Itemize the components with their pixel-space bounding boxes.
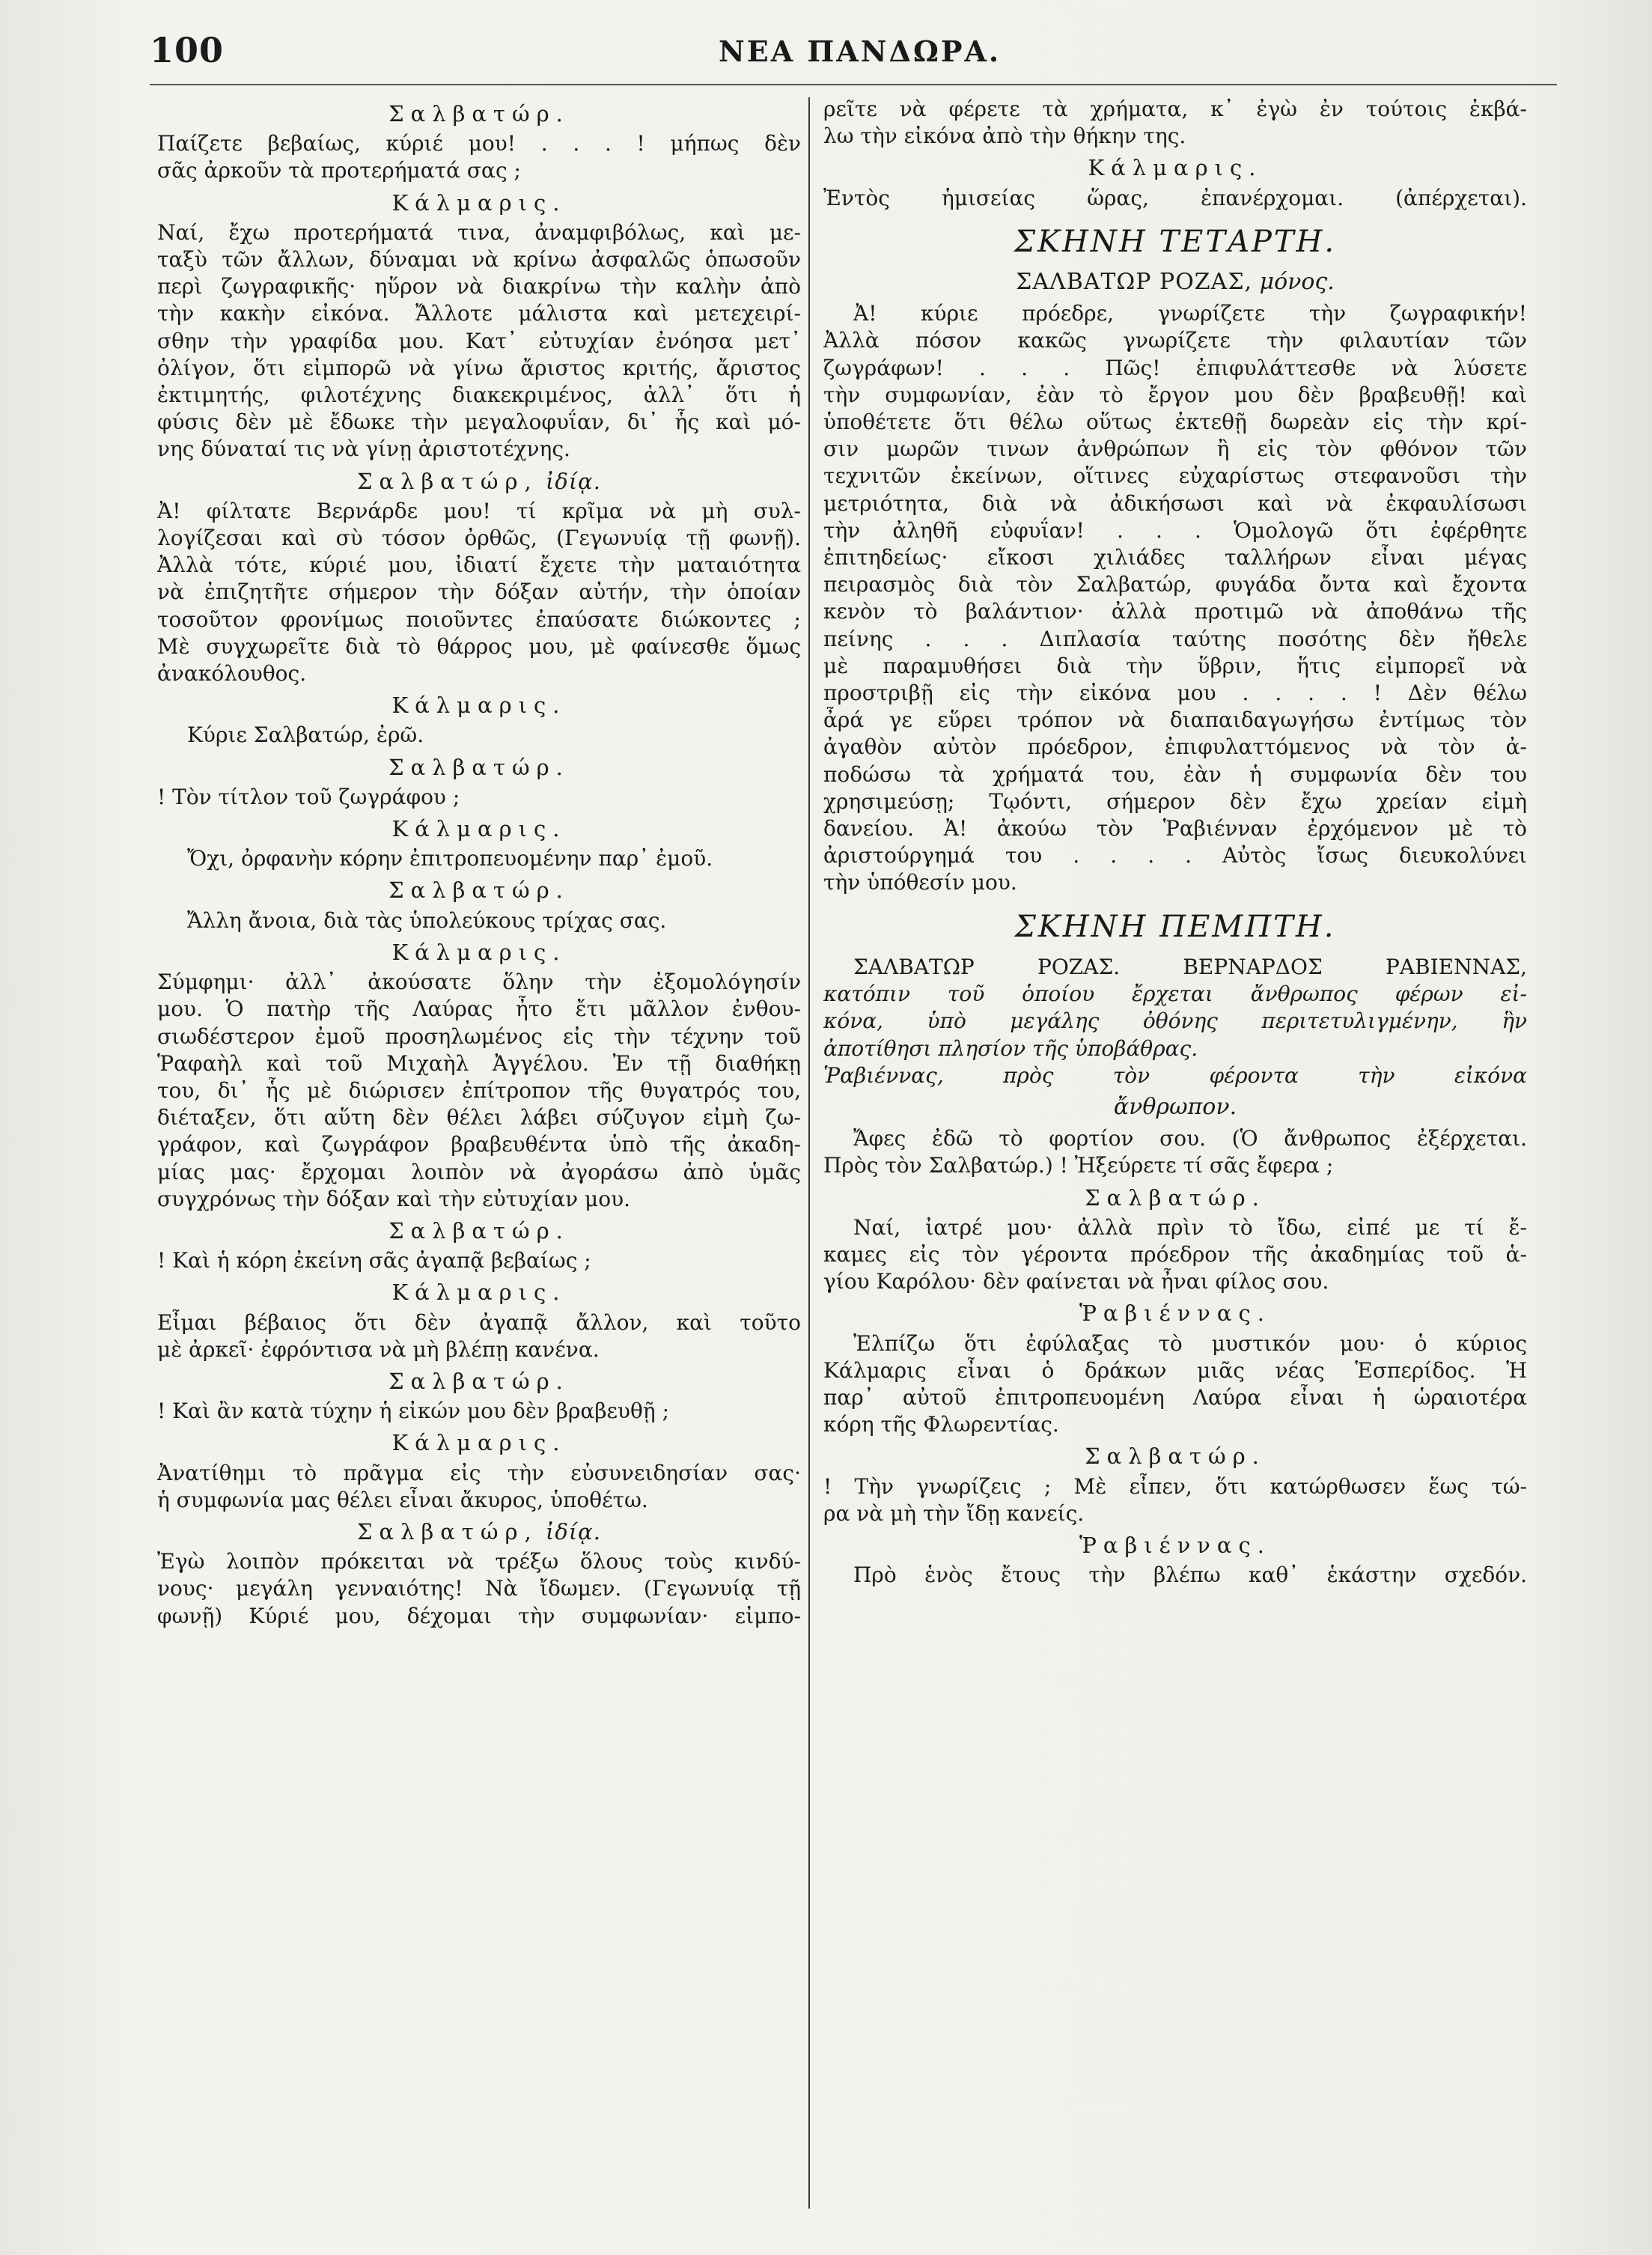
text-line: τοσοῦτον φρονίμως ποιοῦντες ἐπαύσατε διώκοντες ; [157,606,801,632]
text-line: ! Τὸν τίτλον τοῦ ζωγράφου ; [157,784,460,809]
text-line: Ἀ! φίλτατε Βερνάρδε μου! τί κρῖμα νὰ μὴ συλ- [157,498,801,523]
text-line: ! Καὶ ἂν κατὰ τύχην ἡ εἰκών μου δὲν βραβευθῇ ; [157,1399,670,1424]
text-line: ἀποτίθησι πλησίον τῆς ὑποβάθρας. [823,1035,1198,1061]
speaker-label: Σαλβατώρ, [356,1518,538,1545]
text-line: ὑποθέτετε ὅτι θέλω οὕτως ἐκτεθῇ δωρεὰν εἰς τὴν κρί- [823,410,1527,435]
text-line: τὴν συμφωνίαν, ἐὰν τὸ ἔργον μου δὲν βραβευθῇ! καὶ [823,382,1527,407]
page-header [150,30,1557,75]
speaker-label: Κάλμαρις. [391,189,567,216]
text-line: μίας μας· ἔρχομαι λοιπὸν νὰ ἀγοράσω ἀπὸ ὑμᾶς [157,1159,801,1184]
cast-line [823,269,1527,296]
text-line: περὶ ζωγραφικῆς· ηὕρον νὰ διακρίνω τὴν καλὴν ἀπὸ [157,274,801,299]
speaker-name [157,1429,801,1456]
text-line: νὰ ἐπιζητῆτε σήμερον τὴν δόξαν αὐτήν, τὴν ὁποίαν [157,579,801,605]
text-line: Ἐγὼ λοιπὸν πρόκειται νὰ τρέξω ὅλους τοὺς κινδύ- [157,1549,801,1574]
speaker-label: Σαλβατώρ, [356,468,538,494]
text-line: ἀνακόλουθος. [157,661,307,687]
text-line: νους· μεγάλη γενναιότης! Νὰ ἴδωμεν. (Γεγωνυίᾳ τῇ [157,1576,801,1601]
text-line: Ῥαφαὴλ καὶ τοῦ Μιχαὴλ Ἀγγέλου. Ἐν τῇ διαθήκῃ [157,1050,801,1076]
speaker-label: Κάλμαρις. [391,1279,567,1306]
text-line: ρα νὰ μὴ τὴν ἴδῃ κανείς. [823,1500,1085,1526]
text-line: κατόπιν τοῦ ὁποίου ἔρχεται ἄνθρωπος φέρων εἰ- [823,982,1527,1007]
text-line: Ὄχι, ὀρφανὴν κόρην ἐπιτροπευομένην παρ᾿ ἐμοῦ. [187,846,713,871]
speaker-name [823,1300,1527,1327]
text-line: κενὸν τὸ βαλάντιον· ἀλλὰ προτιμῶ νὰ ἀποθάνω τῆς [823,599,1527,624]
text-line: τὴν ἀληθῆ εὐφυΐαν! . . . Ὁμολογῶ ὅτι ἐφέρθητε [823,517,1527,543]
speaker-name [157,1279,801,1306]
text-line: λογίζεσαι καὶ σὺ τόσον ὀρθῶς, (Γεγωνυίᾳ τῇ φωνῇ). [157,526,801,551]
left-column [157,96,801,2245]
text-line: ἡ συμφωνία μας θέλει εἶναι ἄκυρος, ὑποθέτω. [157,1487,648,1512]
speaker-label: Σαλβατώρ. [1085,1184,1266,1211]
text-line: χρησιμεύσῃ; Τῳόντι, σήμερον δὲν ἔχω χρείαν εἰμὴ [823,788,1527,814]
text-line: πειρασμὸς διὰ τὸν Σαλβατώρ, φυγάδα ὄντα καὶ ἔχοντα [823,572,1527,597]
scene-title: ΣΚΗΝΗ ΠΕΜΠΤΗ. [1014,909,1336,944]
speaker-name [157,939,801,966]
stage-direction: ἰδίᾳ. [537,468,601,494]
speaker-label: Κάλμαρις. [391,693,567,719]
right-column [823,96,1527,2245]
text-line: Ἀλλὰ τότε, κύριέ μου, ἰδιατί ἔχετε τὴν ματαιότητα [157,553,801,578]
speaker-label: Σαλβατώρ. [388,754,570,780]
text-line: μου. Ὁ πατὴρ τῆς Λαύρας ἦτο ἔτι μᾶλλον ἐνθου- [157,996,801,1022]
text-line: γράφον, καὶ ζωγράφον βραβευθέντα ὑπὸ τῆς ἀκαδη- [157,1132,801,1157]
speaker-label: Ῥαβιέννας. [1079,1532,1271,1558]
speaker-name [823,1443,1527,1470]
text-line: Σύμφημι· ἀλλ᾿ ἀκούσατε ὅλην τὴν ἐξομολόγησίν [157,970,801,995]
text-line: σᾶς ἀρκοῦν τὰ προτερήματά σας ; [157,158,521,183]
text-line: συγχρόνως τὴν δόξαν καὶ τὴν εὐτυχίαν μου. [157,1186,631,1211]
text-line: σθην τὴν γραφίδα μου. Κατ᾿ εὐτυχίαν ἐνόησα μετ᾿ [157,328,801,353]
text-line: μετριότητα, διὰ νὰ ἀδικήσωσι καὶ νὰ ἐκφαυλίσωσι [823,490,1527,516]
text-line: Ναί, ἔχω προτερήματά τινα, ἀναμφιβόλως, καὶ με- [157,219,801,245]
text-line: Ἀ! κύριε πρόεδρε, γνωρίζετε τὴν ζωγραφικήν! [853,301,1527,326]
stage-direction: μόνος. [1252,269,1335,296]
text-line: ! Καὶ ἡ κόρη ἐκείνη σᾶς ἀγαπᾷ βεβαίως ; [157,1248,591,1273]
text-line: Εἶμαι βέβαιος ὅτι δὲν ἀγαπᾷ ἄλλον, καὶ τοῦτο [157,1309,801,1335]
text-line: νης δύναταί τις νὰ γίνῃ ἀριστοτέχνης. [157,436,570,462]
text-line: σιωδέστερον ἐμοῦ προσηλωμένος εἰς τὴν τέχνην τοῦ [157,1023,801,1049]
speaker-label: Σαλβατώρ. [388,1217,570,1244]
speaker-name [157,692,801,719]
text-line: φωνῇ) Κύριέ μου, δέχομαι τὴν συμφωνίαν· εἰμπο- [157,1603,801,1628]
text-line: ἐπιτηδείως· εἴκοσι χιλιάδες ταλλήρων εἶναι μέγας [823,545,1527,570]
speaker-name [157,815,801,842]
text-line: τεχνιτῶν ἐκείνων, οἵτινες εὐχαρίστως στεφανοῦσι τὴν [823,463,1527,489]
text-line: τὴν κακὴν εἰκόνα. Ἄλλοτε μάλιστα καὶ μετεχειρί- [157,301,801,326]
text-line: σιν μωρῶν τινων ἀνθρώπων ἢ εἰς τὸν φθόνον τῶν [823,436,1527,462]
text-line: ποδώσω τὰ χρήματά του, ἐὰν ἡ συμφωνία δὲν του [823,761,1527,787]
journal-title: ΝΕΑ ΠΑΝΔΩΡΑ. [719,34,1002,68]
text-line: ταξὺ τῶν ἄλλων, δύναμαι νὰ κρίνω ἀσφαλῶς ὁπωσοῦν [157,247,801,273]
speaker-name [157,1217,801,1244]
text-line: ΣΑΛΒΑΤΩΡ ΡΟΖΑΣ. ΒΕΡΝΑΡΔΟΣ ΡΑΒΙΕΝΝΑΣ, [853,954,1527,979]
header-rule [150,84,1557,85]
speaker-name [157,1518,801,1545]
text-line: ὀλίγον, ὅτι εἰμπορῶ νὰ γίνω ἄριστος κριτής, ἄριστος [157,355,801,380]
speaker-label: Σαλβατώρ. [1085,1443,1266,1470]
column-divider [808,97,810,2209]
speaker-name [823,1532,1527,1559]
speaker-name [157,468,801,495]
speaker-label: Σαλβατώρ. [388,877,570,904]
text-line: Ἐλπίζω ὅτι ἐφύλαξας τὸ μυστικόν μου· ὁ κύριος [853,1330,1527,1356]
text-line: δανείου. Ἀ! ἀκούω τὸν Ῥαβιένναν ἐρχόμενον μὲ τὸ [823,816,1527,842]
cast-names: ΣΑΛΒΑΤΩΡ ΡΟΖΑΣ, [1016,269,1253,296]
text-line: μὲ ἀρκεῖ· ἐφρόντισα νὰ μὴ βλέπῃ κανένα. [157,1336,600,1362]
speaker-name [823,1184,1527,1211]
text-line: ρεῖτε νὰ φέρετε τὰ χρήματα, κ᾿ ἐγὼ ἐν τούτοις ἐκβά- [823,97,1527,121]
speaker-label: Ῥαβιέννας. [1079,1300,1271,1327]
text-line: Ναί, ἰατρέ μου· ἀλλὰ πρὶν τὸ ἴδω, εἰπέ με τί ἔ- [853,1214,1527,1240]
text-line: ! Τὴν γνωρίζεις ; Μὲ εἶπεν, ὅτι κατώρθωσεν ἕως τώ- [823,1473,1527,1499]
speaker-name [157,100,801,127]
text-line: προστριβῇ εἰς τὴν εἰκόνα μου . . . . ! Δὲν θέλω [823,681,1527,706]
speaker-label: Κάλμαρις. [391,939,567,965]
text-line: Ἀνατίθημι τὸ πρᾶγμα εἰς τὴν εὐσυνειδησίαν σας· [157,1460,801,1485]
text-line: ἆρά γε εὕρει τρόπον νὰ διαπαιδαγωγήσω ἐντίμως τὸν [823,707,1527,733]
text-line: λω τὴν εἰκόνα ἀπὸ τὴν θήκην της. [823,124,1186,149]
text-line: ἀγαθὸν αὐτὸν πρόεδρον, ἐπιφυλαττόμενος νὰ τὸν ἀ- [823,734,1527,760]
speaker-name [157,877,801,904]
text-line: του, δι᾿ ἧς μὲ διώρισεν ἐπίτροπον τῆς θυγατρός του, [157,1077,801,1103]
speaker-name [823,154,1527,181]
text-line: Μὲ συγχωρεῖτε διὰ τὸ θάρρος μου, μὲ φαίνεσθε ὅμως [157,633,801,659]
text-line: Ἄλλη ἄνοια, διὰ τὰς ὑπολεύκους τρίχας σας. [187,907,667,933]
text-line: πείνης . . . Διπλασία ταύτης ποσότης δὲν ἤθελε [823,626,1527,651]
text-line: μὲ παραμυθήσει διὰ τὴν ὕβριν, ἥτις εἰμπορεῖ νὰ [823,653,1527,678]
text-line: Παίζετε βεβαίως, κύριέ μου! . . . ! μήπως δὲν [157,131,801,156]
text-line: φύσις δὲν μὲ ἔδωκε τὴν μεγαλοφυΐαν, δι᾿ ἧς καὶ μό- [157,410,801,435]
text-line: κόρη τῆς Φλωρεντίας. [823,1412,1059,1437]
text-line: Κάλμαρις εἶναι ὁ δράκων μιᾶς νέας Ἑσπερίδος. Ἡ [823,1357,1527,1383]
speaker-name [157,754,801,781]
speaker-label: Κάλμαρις. [1088,155,1263,181]
text-line: Ἄφες ἐδῶ τὸ φορτίον σου. (Ὁ ἄνθρωπος ἐξέρχεται. [853,1126,1527,1151]
text-line: ἐκτιμητής, φιλοτέχνης διακεκριμένος, ἀλλ᾿ ὅτι ἡ [157,383,801,408]
text-line: κόνα, ὑπὸ μεγάλης ὀθόνης περιτετυλιγμένην, ἣν [823,1008,1527,1034]
page-number: 100 [150,30,225,70]
text-line: ζωγράφων! . . . Πῶς! ἐπιφυλάττεσθε νὰ λύσετε [823,355,1527,380]
text-line: Ἐντὸς ἡμισείας ὥρας, ἐπανέρχομαι. (ἀπέρχεται). [823,185,1527,210]
speaker-name [157,189,801,216]
stage-direction: ἰδίᾳ. [537,1518,601,1545]
speaker-label: Κάλμαρις. [391,816,567,842]
text-line: Πρὸς τὸν Σαλβατώρ.) ! Ἠξεύρετε τί σᾶς ἔφερα ; [823,1153,1334,1178]
speaker-name [157,1368,801,1395]
speaker-label: Σαλβατώρ. [388,1368,570,1394]
text-line: Ἀλλὰ πόσον κακῶς γνωρίζετε τὴν φιλαυτίαν τῶν [823,328,1527,353]
text-line: γίου Καρόλου· δὲν φαίνεται νὰ ἦναι φίλος σου. [823,1269,1329,1294]
text-line: τὴν ὑπόθεσίν μου. [823,870,1017,895]
text-line: Κύριε Σαλβατώρ, ἐρῶ. [187,722,424,748]
speaker-label: Κάλμαρις. [391,1430,567,1456]
scene-title: ΣΚΗΝΗ ΤΕΤΑΡΤΗ. [1014,224,1337,259]
text-line: Πρὸ ἑνὸς ἔτους τὴν βλέπω καθ᾿ ἑκάστην σχεδόν. [853,1562,1527,1588]
speaker-label: Σαλβατώρ. [388,101,570,127]
stage-direction: ἄνθρωπον. [1113,1093,1237,1120]
cast-line [823,1094,1527,1121]
text-line: καμες εἰς τὸν γέροντα πρόεδρον τῆς ἀκαδημίας τοῦ ἁ- [823,1241,1527,1267]
text-line: ἀριστούργημά του . . . . Αὐτὸς ἴσως διευκολύνει [823,843,1527,868]
text-line: διέταξεν, ὅτι αὕτη δὲν θέλει λάβει σύζυγον εἰμὴ ζω- [157,1105,801,1130]
text-line: Ῥαβιέννας, πρὸς τὸν φέροντα τὴν εἰκόνα [823,1062,1527,1088]
text-line: παρ᾿ αὐτοῦ ἐπιτροπευομένη Λαύρα εἶναι ἡ ὡραιοτέρα [823,1384,1527,1410]
